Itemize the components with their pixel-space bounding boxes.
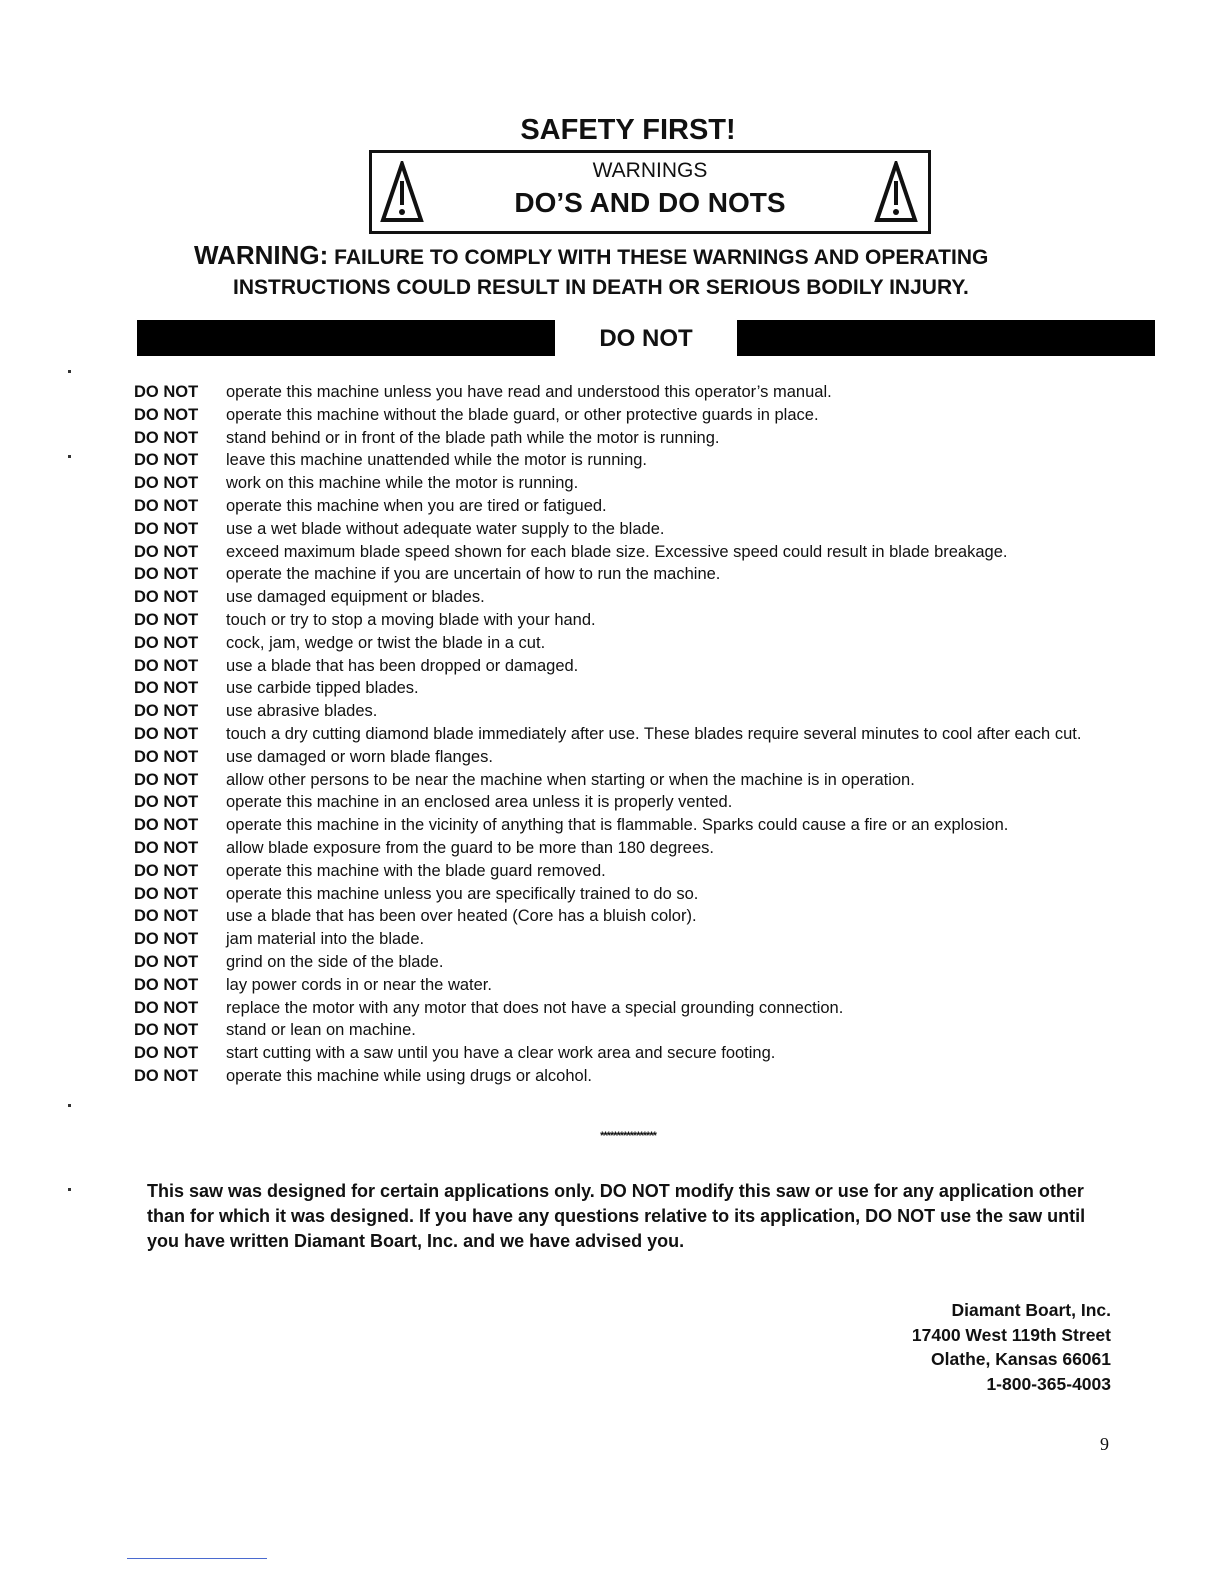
- item-text: operate this machine when you are tired or fatigued.: [226, 496, 607, 515]
- do-not-label: DO NOT: [134, 884, 199, 903]
- list-item: [134, 449, 1094, 472]
- do-not-label: DO NOT: [134, 952, 199, 971]
- item-text: stand or lean on machine.: [226, 1021, 416, 1040]
- do-not-label: DO NOT: [134, 724, 199, 743]
- list-item: [134, 677, 1094, 700]
- warning-line-2: INSTRUCTIONS COULD RESULT IN DEATH OR SERIOUS BODILY INJURY.: [233, 276, 969, 299]
- do-not-label: DO NOT: [134, 770, 199, 789]
- item-text: use abrasive blades.: [226, 702, 378, 721]
- item-text: allow blade exposure from the guard to be more than 180 degrees.: [226, 838, 714, 857]
- list-item: [134, 974, 1094, 997]
- warning-triangle-icon: [874, 161, 918, 223]
- page-number: 9: [1100, 1434, 1109, 1454]
- item-text: stand behind or in front of the blade path while the motor is running.: [226, 428, 720, 447]
- item-text: use damaged or worn blade flanges.: [226, 747, 493, 766]
- item-text: touch a dry cutting diamond blade immediately after use. These blades require several minutes to cool after each cut.: [226, 724, 1082, 743]
- item-text: use carbide tipped blades.: [226, 679, 419, 698]
- do-not-label: DO NOT: [134, 633, 199, 652]
- item-text: use a blade that has been dropped or damaged.: [226, 656, 579, 675]
- item-text: operate this machine without the blade guard, or other protective guards in place.: [226, 405, 819, 424]
- do-not-label: DO NOT: [134, 816, 199, 835]
- item-text: work on this machine while the motor is running.: [226, 474, 579, 493]
- street: 17400 West 119th Street: [911, 1324, 1111, 1345]
- do-not-label: DO NOT: [134, 1044, 199, 1063]
- list-item: [134, 883, 1094, 906]
- item-text: grind on the side of the blade.: [226, 952, 444, 971]
- list-item: [134, 746, 1094, 769]
- do-not-label: DO NOT: [134, 542, 199, 561]
- item-text: jam material into the blade.: [226, 930, 425, 949]
- list-item: [134, 472, 1094, 495]
- item-text: operate this machine in an enclosed area unless it is properly vented.: [226, 793, 733, 812]
- item-text: exceed maximum blade speed shown for each blade size. Excessive speed could result in blade breakage.: [226, 542, 1008, 561]
- do-not-label: DO NOT: [134, 793, 199, 812]
- list-item: [134, 404, 1094, 427]
- do-not-list: [134, 381, 1094, 1088]
- list-item: [134, 609, 1094, 632]
- do-not-label: DO NOT: [134, 679, 199, 698]
- list-item: [134, 1042, 1094, 1065]
- do-not-label: DO NOT: [134, 451, 199, 470]
- item-text: cock, jam, wedge or twist the blade in a cut.: [226, 633, 546, 652]
- banner-bar-left: [137, 320, 555, 356]
- do-not-label: DO NOT: [134, 838, 199, 857]
- margin-mark: [68, 1104, 71, 1107]
- list-item: [134, 1065, 1094, 1088]
- list-item: [134, 1019, 1094, 1042]
- item-text: touch or try to stop a moving blade with your hand.: [226, 610, 596, 629]
- list-item: [134, 427, 1094, 450]
- do-not-label: DO NOT: [134, 588, 199, 607]
- do-not-label: DO NOT: [134, 405, 199, 424]
- section-banner: DO NOT: [599, 325, 693, 352]
- do-not-label: DO NOT: [134, 519, 199, 538]
- list-item: [134, 563, 1094, 586]
- do-not-label: DO NOT: [134, 747, 199, 766]
- do-not-label: DO NOT: [134, 1021, 199, 1040]
- do-not-label: DO NOT: [134, 610, 199, 629]
- do-not-label: DO NOT: [134, 1066, 199, 1085]
- notice-paragraph: This saw was designed for certain applications only. DO NOT modify this saw or use for any application other than for which it was designed. If you have any questions relative to its application, DO NOT use the saw until you have written Diamant Boart, Inc. and we have advised you.: [147, 1181, 1086, 1251]
- do-not-label: DO NOT: [134, 930, 199, 949]
- separator: *****************: [600, 1130, 656, 1142]
- item-text: allow other persons to be near the machine when starting or when the machine is in operation.: [226, 770, 915, 789]
- list-item: [134, 814, 1094, 837]
- list-item: [134, 769, 1094, 792]
- item-text: lay power cords in or near the water.: [226, 975, 492, 994]
- do-not-label: DO NOT: [134, 656, 199, 675]
- box-title: DO’S AND DO NOTS: [514, 187, 786, 218]
- banner-bar-right: [737, 320, 1155, 356]
- item-text: use a blade that has been over heated (Core has a bluish color).: [226, 907, 697, 926]
- do-not-label: DO NOT: [134, 428, 199, 447]
- list-item: [134, 632, 1094, 655]
- list-item: [134, 381, 1094, 404]
- list-item: [134, 905, 1094, 928]
- do-not-label: DO NOT: [134, 474, 199, 493]
- warning-line-1: [194, 240, 988, 271]
- do-not-label: DO NOT: [134, 907, 199, 926]
- list-item: [134, 495, 1094, 518]
- item-text: operate this machine unless you are specifically trained to do so.: [226, 884, 699, 903]
- do-not-label: DO NOT: [134, 975, 199, 994]
- margin-mark: [68, 370, 71, 373]
- warnings-box: [369, 150, 931, 234]
- margin-mark: [68, 455, 71, 458]
- do-not-label: DO NOT: [134, 861, 199, 880]
- list-item: [134, 700, 1094, 723]
- do-not-label: DO NOT: [134, 565, 199, 584]
- item-text: operate this machine unless you have read and understood this operator’s manual.: [226, 383, 832, 401]
- do-not-label: DO NOT: [134, 702, 199, 721]
- list-item: [134, 723, 1094, 746]
- item-text: use damaged equipment or blades.: [226, 588, 485, 607]
- box-subtitle: WARNINGS: [592, 159, 708, 182]
- list-item: [134, 541, 1094, 564]
- item-text: start cutting with a saw until you have a clear work area and secure footing.: [226, 1044, 776, 1063]
- item-text: operate this machine in the vicinity of anything that is flammable. Sparks could cause a fire or an explosion.: [226, 816, 1009, 835]
- list-item: [134, 951, 1094, 974]
- list-item: [134, 997, 1094, 1020]
- list-item: [134, 655, 1094, 678]
- list-item: [134, 518, 1094, 541]
- item-text: operate the machine if you are uncertain of how to run the machine.: [226, 565, 721, 584]
- warning-text-1: FAILURE TO COMPLY WITH THESE WARNINGS AND OPERATING: [334, 246, 989, 269]
- list-item: [134, 837, 1094, 860]
- company-address: [912, 1298, 1111, 1396]
- company-name: Diamant Boart, Inc.: [951, 1300, 1111, 1320]
- item-text: operate this machine while using drugs or alcohol.: [226, 1066, 592, 1085]
- item-text: operate this machine with the blade guard removed.: [226, 861, 606, 880]
- warning-label: WARNING:: [194, 240, 329, 270]
- item-text: replace the motor with any motor that does not have a special grounding connection.: [226, 998, 844, 1017]
- list-item: [134, 586, 1094, 609]
- margin-mark: [68, 1188, 71, 1191]
- item-text: leave this machine unattended while the motor is running.: [226, 451, 647, 470]
- phone: 1-800-365-4003: [986, 1373, 1111, 1394]
- do-not-label: DO NOT: [134, 998, 199, 1017]
- list-item: [134, 860, 1094, 883]
- do-not-label: DO NOT: [134, 383, 199, 401]
- page-title: SAFETY FIRST!: [520, 114, 736, 146]
- list-item: [134, 791, 1094, 814]
- list-item: [134, 928, 1094, 951]
- item-text: use a wet blade without adequate water supply to the blade.: [226, 519, 665, 538]
- link-underline: [127, 1558, 267, 1559]
- city: Olathe, Kansas 66061: [931, 1349, 1111, 1369]
- do-not-label: DO NOT: [134, 496, 199, 515]
